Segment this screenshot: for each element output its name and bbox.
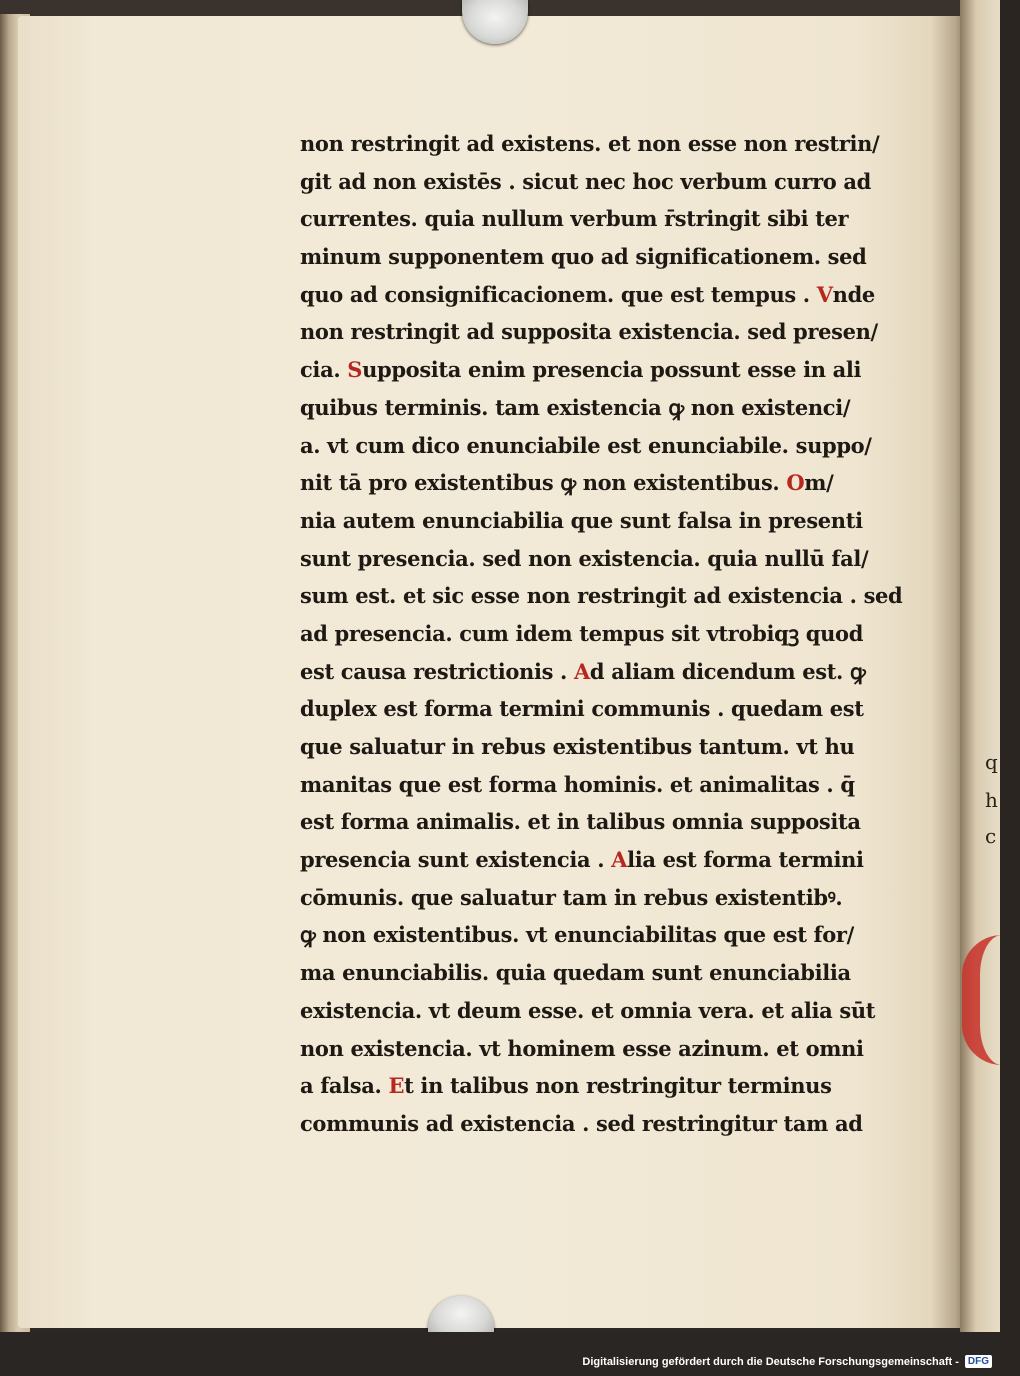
text-line xyxy=(300,238,870,276)
rubricated-initial: S xyxy=(347,357,363,383)
rubricated-initial: A xyxy=(573,658,590,684)
text-line-segment: d aliam dicendum est. ꝙ xyxy=(589,658,866,684)
text-line-segment: ma enunciabilis. quia quedam sunt enunciabilia xyxy=(300,960,851,986)
text-line-segment: cia. xyxy=(300,357,348,383)
text-line xyxy=(300,879,870,917)
text-line-segment: est forma animalis. et in talibus omnia supposita xyxy=(300,809,861,835)
text-line-segment: nia autem enunciabilia que sunt falsa in presenti xyxy=(300,507,863,533)
text-line-segment: m/ xyxy=(804,470,834,496)
text-line-segment: t in talibus non restringitur terminus xyxy=(404,1073,832,1099)
text-line xyxy=(300,540,870,578)
text-line-segment: git ad non existēs . sicut nec hoc verbum curro ad xyxy=(300,168,871,194)
page-text-block xyxy=(300,125,903,1143)
text-line xyxy=(300,954,870,992)
text-line-segment: lia est forma termini xyxy=(627,847,864,873)
text-line-segment: sum est. et sic esse non restringit ad existencia . sed xyxy=(300,583,903,609)
text-line-segment: que saluatur in rebus existentibus tantum. vt hu xyxy=(300,734,855,759)
text-line-segment: quo ad consignificacionem. que est tempus . xyxy=(300,281,817,307)
facing-page-letter: q xyxy=(985,750,998,774)
text-line xyxy=(300,916,870,954)
text-line-segment: manitas que est forma hominis. et animalitas . q̄ xyxy=(300,771,855,797)
text-line-segment: non restringit ad existens. et non esse non restrin/ xyxy=(300,131,880,156)
facing-page-rubric-initial xyxy=(962,935,1020,1065)
text-line-segment: presencia sunt existencia . xyxy=(300,847,612,873)
rubricated-initial: O xyxy=(786,470,805,496)
text-line-segment: existencia. vt deum esse. et omnia vera. et alia sūt xyxy=(300,997,876,1023)
text-line xyxy=(300,276,875,314)
text-line-segment: nde xyxy=(832,281,875,307)
text-line xyxy=(300,125,880,163)
text-line xyxy=(300,577,903,615)
text-line-segment: cōmunis. que saluatur tam in rebus existentibꝰ. xyxy=(300,884,843,910)
text-line-segment: quibus terminis. tam existencia ꝙ non existenci/ xyxy=(300,394,851,420)
background-bottom xyxy=(0,1332,1000,1376)
text-line-segment: duplex est forma termini communis . quedam est xyxy=(300,696,864,722)
dfg-logo: DFG xyxy=(965,1355,992,1368)
text-line-segment: minum supponentem quo ad significationem. sed xyxy=(300,244,867,270)
text-line xyxy=(300,464,870,502)
text-line xyxy=(300,313,878,351)
text-line-segment: est causa restrictionis . xyxy=(300,658,574,684)
text-line xyxy=(300,728,870,766)
text-line xyxy=(300,1105,870,1143)
text-line-segment: a falsa. xyxy=(300,1073,389,1099)
text-line-segment: currentes. quia nullum verbum r̄stringit sibi ter xyxy=(300,206,849,232)
text-line-segment: upposita enim presencia possunt esse in ali xyxy=(362,357,862,383)
rubricated-initial: A xyxy=(611,847,628,873)
text-line-segment: sunt presencia. sed non existencia. quia nullū fal/ xyxy=(300,545,869,571)
footer-text: Digitalisierung gefördert durch die Deutsche Forschungsgemeinschaft - xyxy=(582,1355,959,1368)
text-line-segment: ꝙ non existentibus. vt enunciabilitas que est for/ xyxy=(300,922,854,948)
text-line-segment: a. vt cum dico enunciabile est enunciabile. suppo/ xyxy=(300,432,872,458)
rubricated-initial: E xyxy=(388,1073,405,1099)
text-line xyxy=(300,992,876,1030)
text-line xyxy=(300,653,870,691)
text-line xyxy=(300,351,870,389)
facing-page-letter: c xyxy=(985,824,997,848)
text-line xyxy=(300,766,870,804)
text-line xyxy=(300,690,870,728)
text-line xyxy=(300,200,870,238)
text-line xyxy=(300,803,870,841)
facing-page-letter: h xyxy=(985,788,998,812)
text-line-segment: communis ad existencia . sed restringitur tam ad xyxy=(300,1110,863,1136)
text-line xyxy=(300,841,870,879)
text-line xyxy=(300,1030,870,1068)
text-line-segment: non restringit ad supposita existencia. sed presen/ xyxy=(300,319,878,345)
facing-page xyxy=(960,0,1000,1336)
text-line xyxy=(300,1067,870,1105)
text-line xyxy=(300,427,870,465)
rubricated-initial: V xyxy=(816,281,833,307)
text-line-segment: ad presencia. cum idem tempus sit vtrobiqꝫ quod xyxy=(300,620,864,646)
text-line xyxy=(300,163,870,201)
text-line xyxy=(300,502,870,540)
text-line xyxy=(300,389,870,427)
digitization-credit xyxy=(582,1355,992,1368)
text-line-segment: non existencia. vt hominem esse azinum. et omni xyxy=(300,1035,864,1061)
text-line xyxy=(300,615,870,653)
text-line-segment: nit tā pro existentibus ꝙ non existentibus. xyxy=(300,470,787,496)
